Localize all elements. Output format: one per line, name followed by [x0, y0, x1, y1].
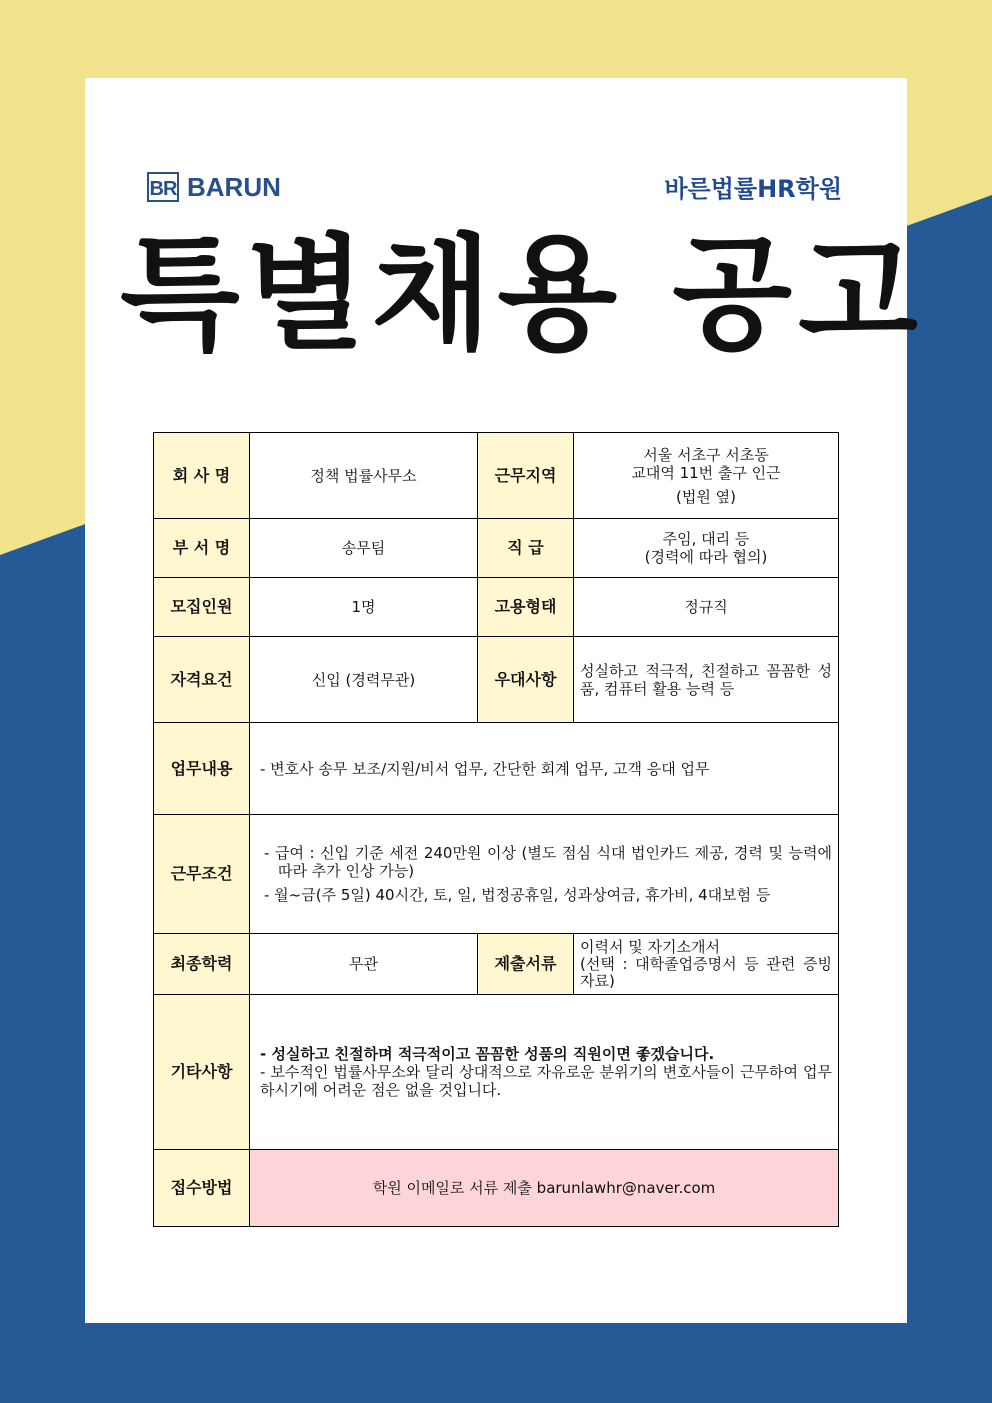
apply-value: 학원 이메일로 서류 제출 barunlawhr@naver.com: [250, 1150, 839, 1227]
documents-line2: (선택 : 대학졸업증명서 등 관련 증빙자료): [580, 954, 832, 990]
qualification-value: 신입 (경력무관): [250, 637, 478, 723]
page-title: 특별채용 공고: [120, 223, 924, 367]
employment-label: 고용형태: [478, 578, 574, 637]
table-row: [154, 578, 839, 637]
etc-label: 기타사항: [154, 995, 250, 1150]
rank-value: [574, 519, 839, 578]
barun-logo-mark: BR: [147, 172, 179, 202]
academy-logo: 바른법률HR학원: [664, 175, 842, 203]
education-label: 최종학력: [154, 934, 250, 995]
headcount-value: 1명: [250, 578, 478, 637]
location-line1: 서울 서초구 서초동: [643, 445, 769, 464]
qualification-label: 자격요건: [154, 637, 250, 723]
conditions-label: 근무조건: [154, 815, 250, 934]
table-row: [154, 815, 839, 934]
location-line2: 교대역 11번 출구 인근: [631, 463, 781, 482]
headcount-label: 모집인원: [154, 578, 250, 637]
rank-line2: (경력에 따라 협의): [644, 548, 768, 566]
etc-value: [250, 995, 839, 1150]
conditions-item1: - 급여 : 신입 기준 세전 240만원 이상 (별도 점심 식대 법인카드 제공, 경력 및 능력에 따라 추가 인상 가능): [264, 844, 832, 880]
etc-bold-line: - 성실하고 친절하며 적극적이고 꼼꼼한 성품의 직원이면 좋겠습니다.: [260, 1045, 715, 1063]
preference-value: 성실하고 적극적, 친절하고 꼼꼼한 성품, 컴퓨터 활용 능력 등: [574, 637, 839, 723]
table-row: [154, 519, 839, 578]
company-value: 정책 법률사무소: [250, 433, 478, 519]
apply-label: 접수방법: [154, 1150, 250, 1227]
conditions-value: [250, 815, 839, 934]
table-row: [154, 934, 839, 995]
dept-label: 부 서 명: [154, 519, 250, 578]
location-value: [574, 433, 839, 519]
table-row: [154, 1150, 839, 1227]
rank-line1: 주임, 대리 등: [662, 530, 750, 548]
conditions-item2: - 월~금(주 5일) 40시간, 토, 일, 법정공휴일, 성과상여금, 휴가비, 4대보험 등: [264, 886, 771, 904]
dept-value: 송무팀: [250, 519, 478, 578]
table-row: [154, 433, 839, 519]
barun-logo-name: BARUN: [187, 172, 281, 202]
etc-normal-line: - 보수적인 법률사무소와 달리 상대적으로 자유로운 분위기의 변호사들이 근무하여 업무하시기에 어려운 점은 없을 것입니다.: [260, 1063, 832, 1099]
table-row: [154, 995, 839, 1150]
education-value: 무관: [250, 934, 478, 995]
employment-value: 정규직: [574, 578, 839, 637]
duties-label: 업무내용: [154, 723, 250, 815]
documents-line1: 이력서 및 자기소개서: [580, 937, 720, 956]
table-row: [154, 637, 839, 723]
rank-label: 직 급: [478, 519, 574, 578]
documents-value: [574, 934, 839, 995]
documents-label: 제출서류: [478, 934, 574, 995]
company-label: 회 사 명: [154, 433, 250, 519]
location-line3: (법원 옆): [676, 487, 736, 506]
barun-logo: [147, 172, 281, 202]
location-label: 근무지역: [478, 433, 574, 519]
duties-value: - 변호사 송무 보조/지원/비서 업무, 간단한 회계 업무, 고객 응대 업무: [250, 723, 839, 815]
table-row: [154, 723, 839, 815]
job-posting-table: [153, 432, 839, 1227]
preference-label: 우대사항: [478, 637, 574, 723]
